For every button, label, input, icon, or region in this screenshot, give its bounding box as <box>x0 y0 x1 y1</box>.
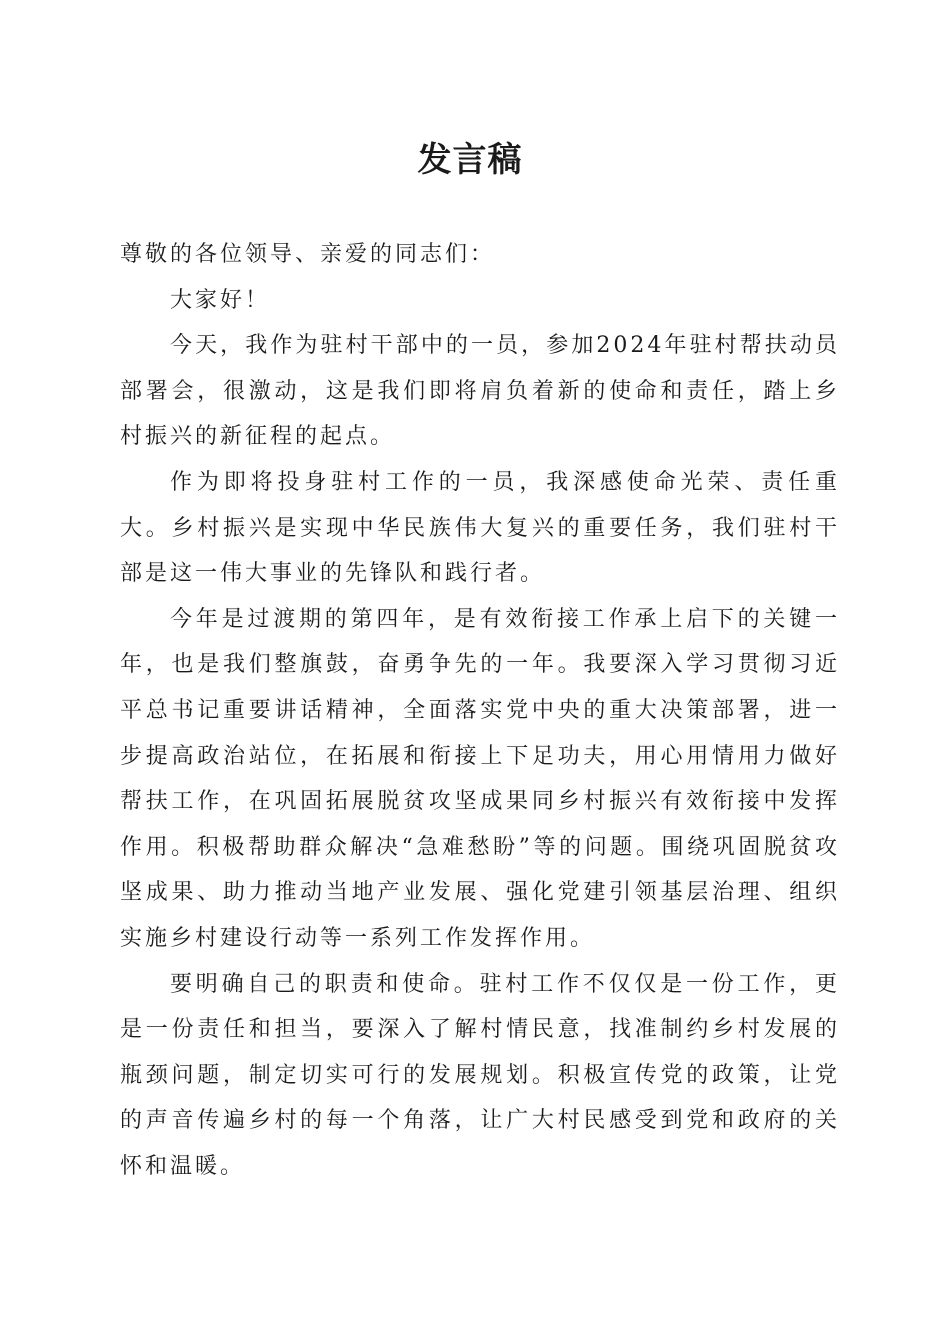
document-body <box>120 232 840 1189</box>
paragraph-mission: 作为即将投身驻村工作的一员，我深感使命光荣、责任重大。乡村振兴是实现中华民族伟大复兴的重要任务，我们驻村干部是这一伟大事业的先锋队和践行者。 <box>120 469 840 587</box>
document-title: 发言稿 <box>417 140 523 180</box>
paragraph-responsibilities: 要明确自己的职责和使命。驻村工作不仅仅是一份工作，更是一份责任和担当，要深入了解村情民意，找准制约乡村发展的瓶颈问题，制定切实可行的发展规划。积极宣传党的政策，让党的声音传遍乡村的每一个角落，让广大村民感受到党和政府的关怀和温暖。 <box>120 971 840 1179</box>
paragraph-intro: 今天，我作为驻村干部中的一员，参加2024年驻村帮扶动员部署会，很激动，这是我们即将肩负着新的使命和责任，踏上乡村振兴的新征程的起点。 <box>120 333 840 450</box>
salutation: 尊敬的各位领导、亲爱的同志们： <box>120 242 496 267</box>
paragraph-year-goals: 今年是过渡期的第四年，是有效衔接工作承上启下的关键一年，也是我们整旗鼓，奋勇争先的一年。我要深入学习贯彻习近平总书记重要讲话精神，全面落实党中央的重大决策部署，进一步提高政治站位，在拓展和衔接上下足功夫，用心用情用力做好帮扶工作，在巩固拓展脱贫攻坚成果同乡村振兴有效衔接中发挥作用。积极帮助群众解决“急难愁盼”等的问题。围绕巩固脱贫攻坚成果、助力推动当地产业发展、强化党建引领基层治理、组织实施乡村建设行动等一系列工作发挥作用。 <box>120 606 840 951</box>
paragraph-greeting: 大家好！ <box>170 287 271 313</box>
